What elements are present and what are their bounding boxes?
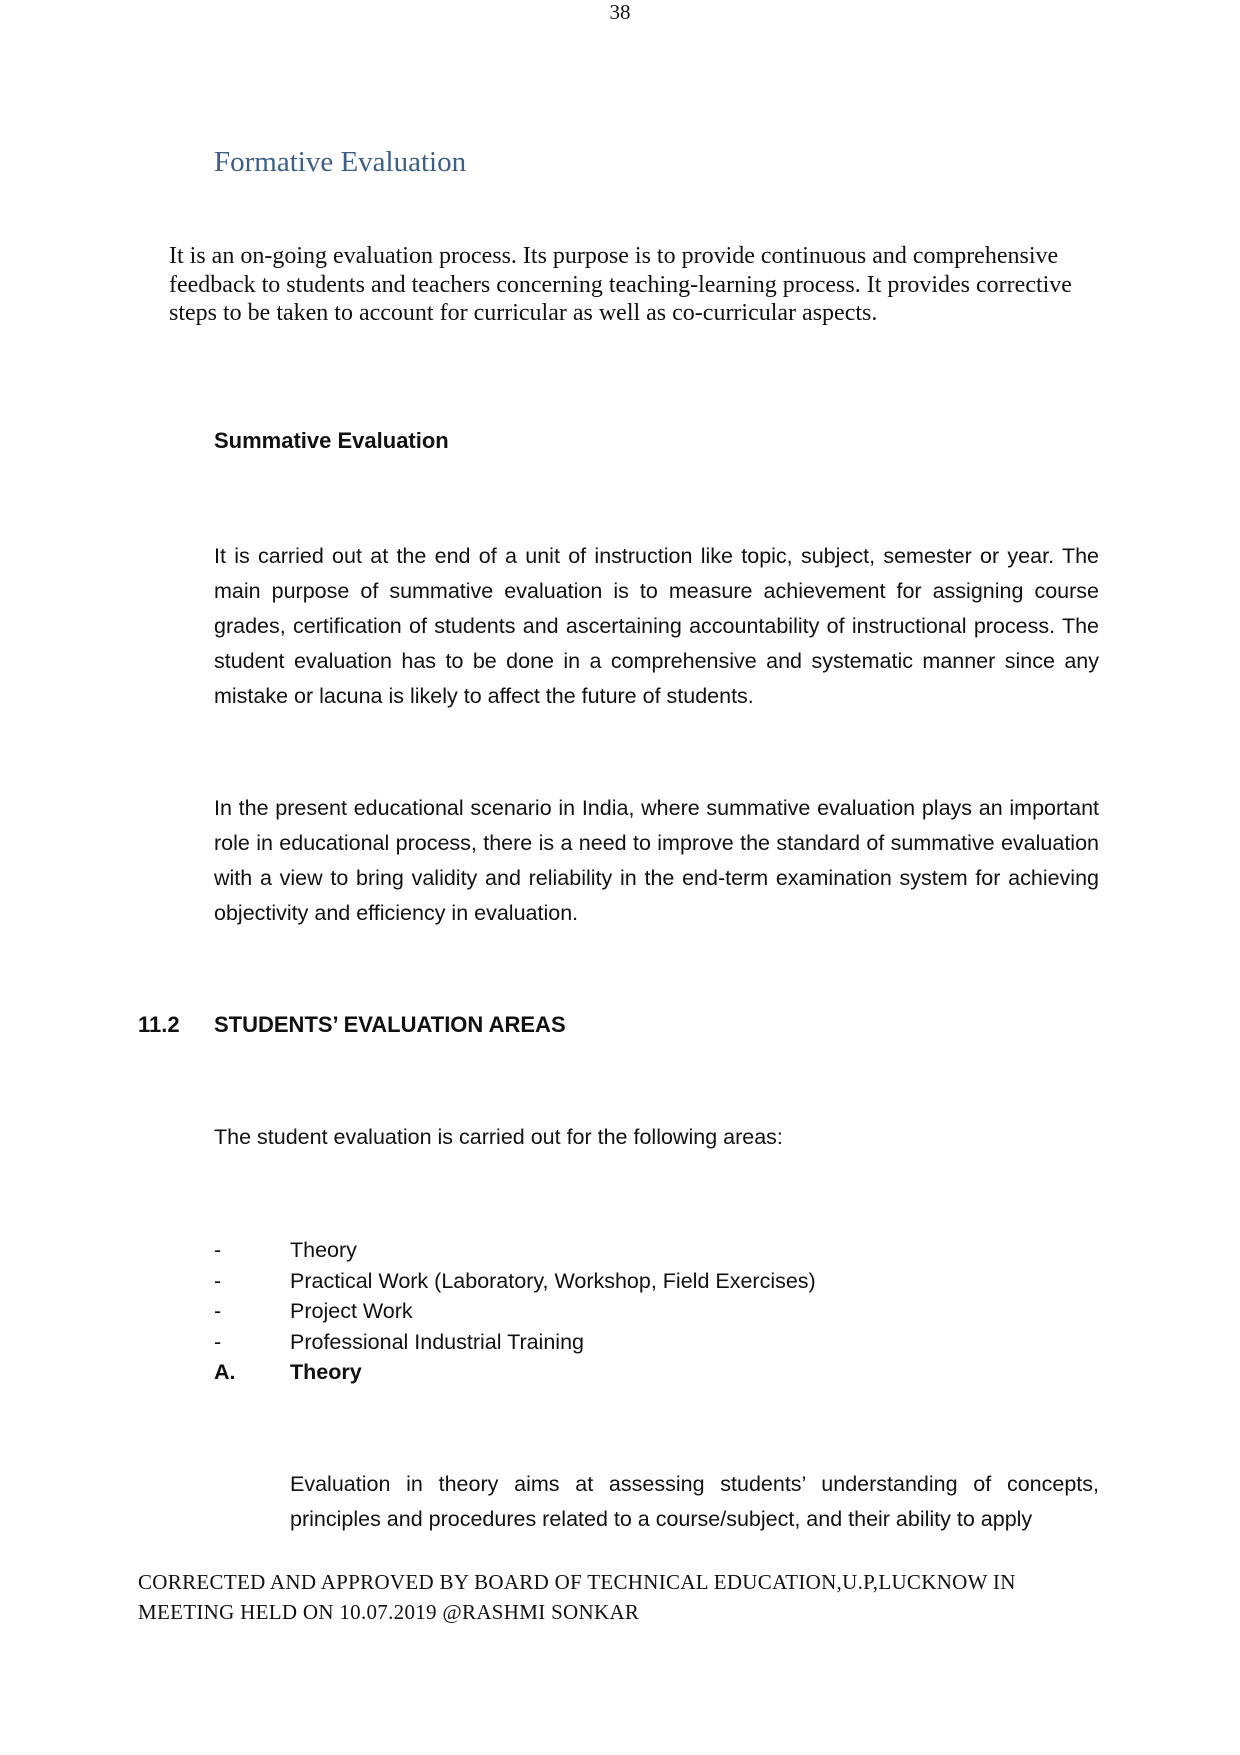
summative-paragraph-1: It is carried out at the end of a unit of instruction like topic, subject, semester or year. The main purpose of summative evaluation is to measure achievement for assigning course grades, certification of students and ascertaining accountability of instructional process. The student evaluation has to be done in a comprehensive and systematic manner since any mistake or lacuna is likely to affect the future of students.	[214, 544, 1099, 708]
section-heading	[138, 1011, 566, 1039]
list-item-label: Theory	[290, 1238, 357, 1262]
formative-evaluation-heading: Formative Evaluation	[214, 146, 467, 178]
subheading-label: Theory	[290, 1360, 362, 1384]
list-item-label: Project Work	[290, 1299, 413, 1323]
approval-footer	[138, 1567, 1118, 1627]
list-marker: -	[214, 1329, 222, 1354]
list-marker: -	[214, 1268, 222, 1293]
list-item	[214, 1266, 816, 1297]
subheading-marker: A.	[214, 1360, 236, 1384]
section-number: 11.2	[138, 1012, 180, 1037]
list-marker: -	[214, 1299, 222, 1323]
areas-intro: The student evaluation is carried out for the following areas:	[214, 1125, 783, 1149]
list-item	[214, 1235, 816, 1266]
footer-line-2: MEETING HELD ON 10.07.2019 @RASHMI SONKAR	[138, 1600, 640, 1624]
footer-line-1: CORRECTED AND APPROVED BY BOARD OF TECHNICAL EDUCATION,U.P,LUCKNOW IN	[138, 1570, 1016, 1594]
list-item-label: Professional Industrial Training	[290, 1329, 584, 1354]
page-number: 38	[609, 0, 631, 24]
theory-subheading	[214, 1357, 816, 1388]
list-item	[214, 1327, 816, 1358]
evaluation-areas-list	[214, 1235, 816, 1388]
list-item	[214, 1296, 816, 1327]
summative-evaluation-heading: Summative Evaluation	[214, 428, 449, 453]
list-item-label: Practical Work (Laboratory, Workshop, Field Exercises)	[290, 1268, 816, 1293]
summative-paragraph-2: In the present educational scenario in India, where summative evaluation plays an important role in educational process, there is a need to improve the standard of summative evaluation with a view to bring validity and reliability in the end-term examination system for achieving objectivity and efficiency in evaluation.	[214, 796, 1099, 925]
section-title: STUDENTS’ EVALUATION AREAS	[214, 1012, 566, 1037]
formative-evaluation-paragraph: It is an on-going evaluation process. Its purpose is to provide continuous and comprehensive feedback to students and teachers concerning teaching-learning process. It provides corrective steps to be taken to account for curricular as well as co-curricular aspects.	[169, 243, 1072, 326]
theory-paragraph: Evaluation in theory aims at assessing students’ understanding of concepts, principles and procedures related to a course/subject, and their ability to apply	[290, 1472, 1099, 1531]
list-marker: -	[214, 1238, 222, 1262]
